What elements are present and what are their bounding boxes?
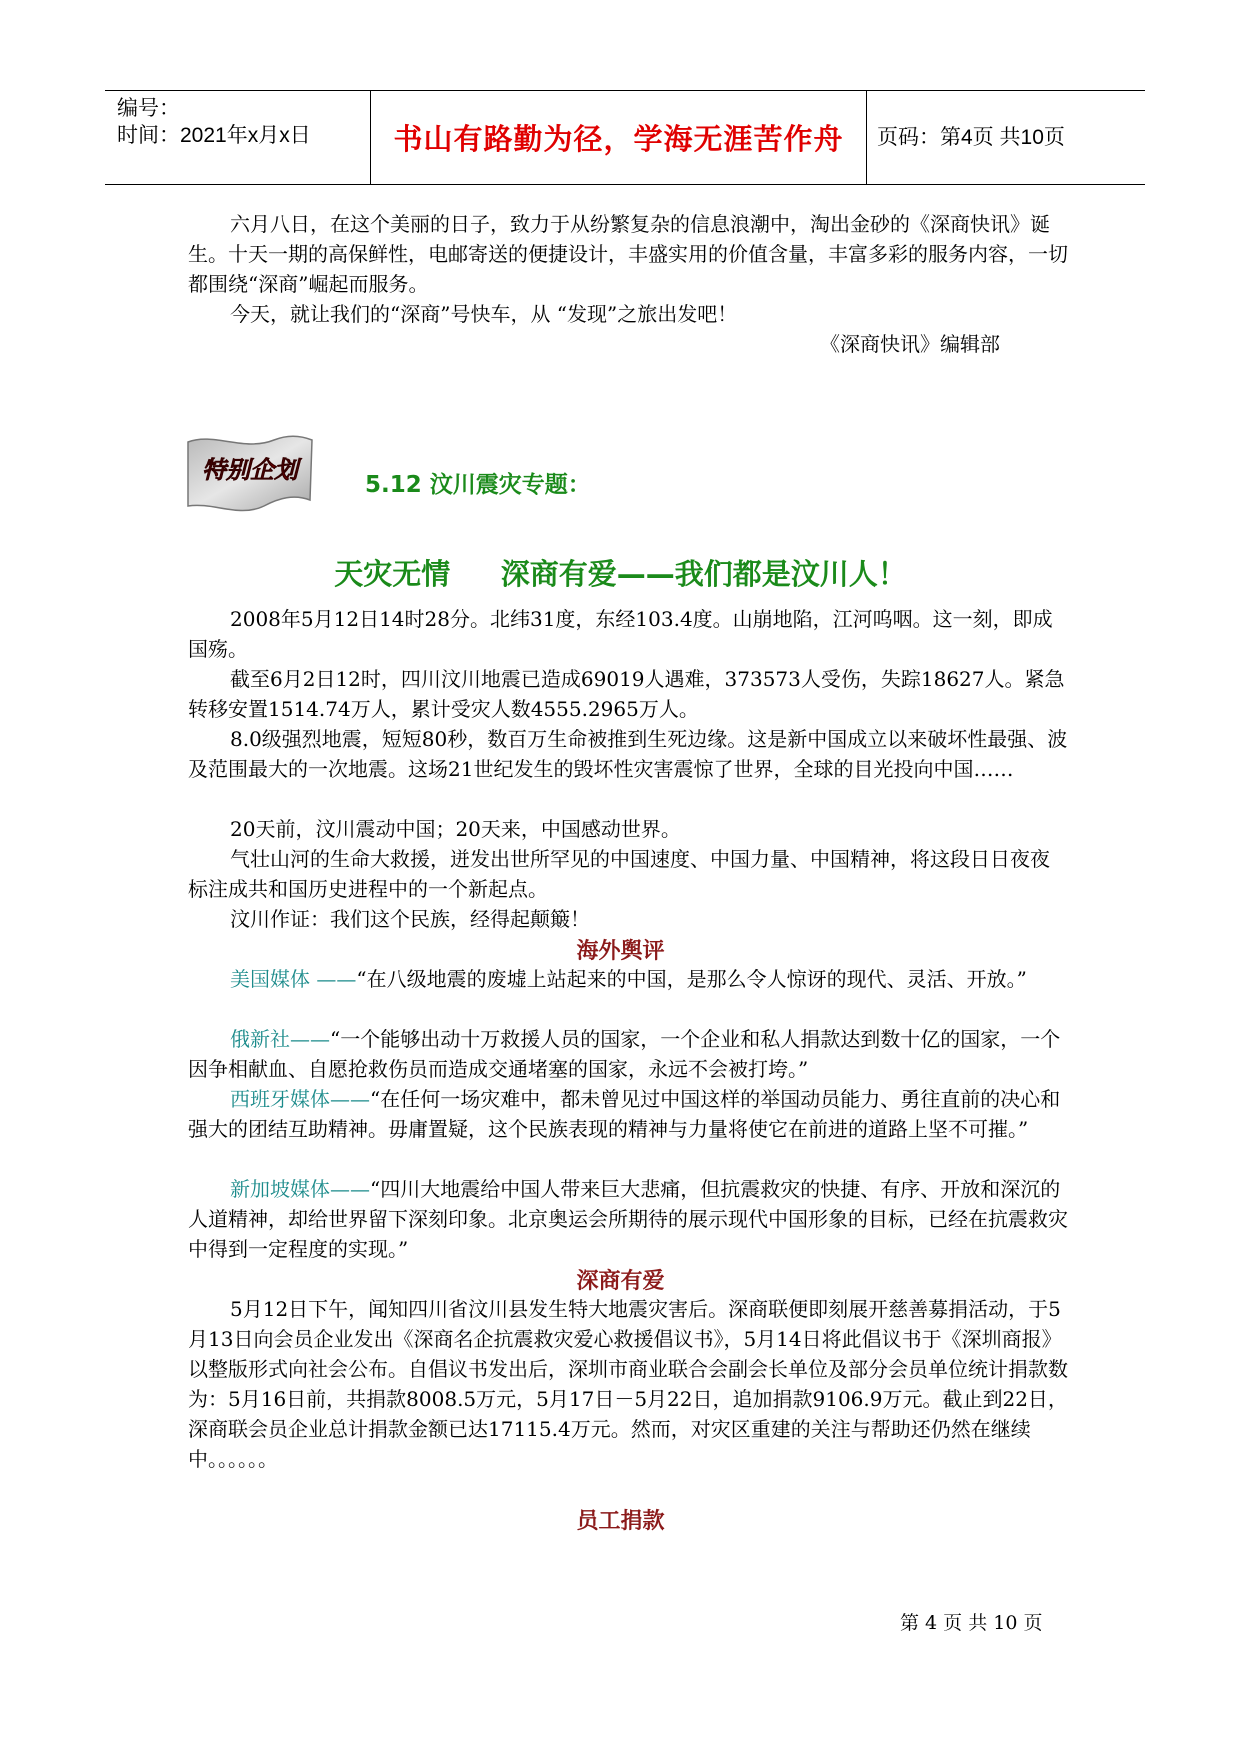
media-name: 西班牙媒体—— xyxy=(230,1087,370,1111)
section-title-staff: 员工捐款 xyxy=(576,1508,665,1534)
article-title: 天灾无情 深商有爱——我们都是汶川人！ xyxy=(334,557,907,591)
section-title-love: 深商有爱 xyxy=(576,1268,665,1294)
special-subtitle: 5.12 汶川震灾专题： xyxy=(365,472,591,498)
page-footer: 第 4 页 共 10 页 xyxy=(900,1612,1043,1634)
special-feature-badge xyxy=(184,432,316,514)
badge-text: 特别企划 xyxy=(202,456,298,484)
serial-label: 编号： xyxy=(117,97,180,120)
quote-text: “在八级地震的废墟上站起来的中国，是那么令人惊讶的现代、灵活、开放。” xyxy=(356,967,1027,991)
article-paragraph: 20天前，汶川震动中国；20天来，中国感动世界。 xyxy=(230,817,681,841)
motto: 书山有路勤为径，学海无涯苦作舟 xyxy=(393,122,844,156)
quote-paragraph xyxy=(188,1084,1068,1144)
section-title-overseas: 海外舆评 xyxy=(576,938,665,964)
editorial-signature: 《深商快讯》编辑部 xyxy=(820,332,1000,356)
page-header xyxy=(105,90,1145,185)
quote-paragraph xyxy=(188,1174,1068,1264)
media-name: 美国媒体 —— xyxy=(230,967,357,991)
article-paragraph: 5月12日下午，闻知四川省汶川县发生特大地震灾害后。深商联便即刻展开慈善募捐活动，于5月13日向会员企业发出《深商名企抗震救灾爱心救援倡议书》，5月14日将此倡议书于《深圳商报》以整版形式向社会公布。自倡议书发出后，深圳市商业联合会副会长单位及部分会员单位统计捐款数为：5月16日前，共捐款8008.5万元，5月17日－5月22日，追加捐款9106.9万元。截止到22日，深商联会员企业总计捐款金额已达17115.4万元。然而，对灾区重建的关注与帮助还仍然在继续中。。。。。。 xyxy=(188,1297,1068,1471)
intro-paragraph: 六月八日，在这个美丽的日子，致力于从纷繁复杂的信息浪潮中，淘出金砂的《深商快讯》诞生。十天一期的高保鲜性，电邮寄送的便捷设计，丰盛实用的价值含量，丰富多彩的服务内容，一切都围绕“深商”崛起而服务。 xyxy=(188,212,1068,296)
quote-text: “一个能够出动十万救援人员的国家，一个企业和私人捐款达到数十亿的国家，一个因争相献血、自愿抢救伤员而造成交通堵塞的国家，永远不会被打垮。” xyxy=(188,1027,1061,1081)
header-right xyxy=(865,91,1157,184)
page-label: 页码：第4页 共10页 xyxy=(877,126,1065,149)
intro-paragraph: 今天，就让我们的“深商”号快车，从 “发现”之旅出发吧！ xyxy=(230,302,738,326)
quote-paragraph xyxy=(188,964,1068,994)
article-paragraph: 8.0级强烈地震，短短80秒，数百万生命被推到生死边缘。这是新中国成立以来破坏性最强、波及范围最大的一次地震。这场21世纪发生的毁坏性灾害震惊了世界，全球的目光投向中国…… xyxy=(188,727,1068,781)
article-paragraph: 截至6月2日12时，四川汶川地震已造成69019人遇难，373573人受伤，失踪18627人。紧急转移安置1514.74万人，累计受灾人数4555.2965万人。 xyxy=(188,667,1065,721)
article-paragraph: 气壮山河的生命大救援，迸发出世所罕见的中国速度、中国力量、中国精神，将这段日日夜夜标注成共和国历史进程中的一个新起点。 xyxy=(188,847,1050,901)
quote-paragraph xyxy=(188,1024,1068,1084)
media-name: 新加坡媒体—— xyxy=(230,1177,370,1201)
article-paragraph: 2008年5月12日14时28分。北纬31度，东经103.4度。山崩地陷，江河呜咽。这一刻，即成国殇。 xyxy=(188,607,1053,661)
quote-text: “四川大地震给中国人带来巨大悲痛，但抗震救灾的快捷、有序、开放和深沉的人道精神，却给世界留下深刻印象。北京奥运会所期待的展示现代中国形象的目标，已经在抗震救灾中得到一定程度的实现。” xyxy=(188,1177,1068,1261)
media-name: 俄新社—— xyxy=(230,1027,330,1051)
header-left xyxy=(105,91,370,184)
header-center xyxy=(370,91,867,184)
article-paragraph: 汶川作证：我们这个民族，经得起颠簸！ xyxy=(230,907,590,931)
quote-text: “在任何一场灾难中，都未曾见过中国这样的举国动员能力、勇往直前的决心和强大的团结互助精神。毋庸置疑，这个民族表现的精神与力量将使它在前进的道路上坚不可摧。” xyxy=(188,1087,1061,1141)
time-label: 时间：2021年x月x日 xyxy=(117,124,311,147)
